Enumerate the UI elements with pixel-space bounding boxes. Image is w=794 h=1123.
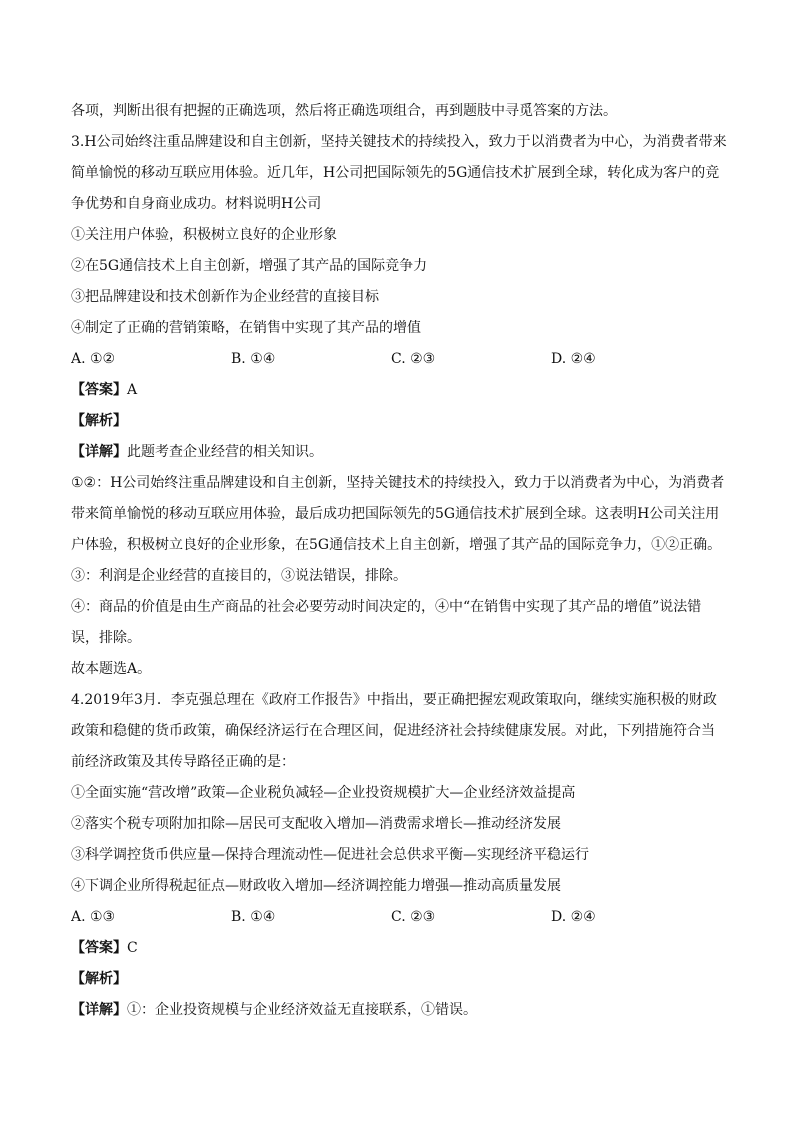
- answer-value: A: [127, 382, 138, 398]
- question-3-option-b: B. ①④: [231, 351, 276, 367]
- text-line: 各项，判断出很有把握的正确选项，然后将正确选项组合，再到题肢中寻觅答案的方法。: [71, 103, 617, 119]
- question-3-detail-line-1: ①②：H公司始终注重品牌建设和自主创新，坚持关键技术的持续投入，致力于以消费者为中心，为消费者: [71, 475, 725, 491]
- question-4-option-b: B. ①④: [231, 909, 276, 925]
- answer-label: 【答案】: [71, 940, 127, 956]
- detail-label: 【详解】: [71, 1002, 127, 1018]
- question-3-detail-line-6: 误，排除。: [71, 630, 141, 646]
- question-4-statement-3: ③科学调控货币供应量—保持合理流动性—促进社会总供求平衡—实现经济平稳运行: [71, 847, 589, 863]
- question-4-option-a: A. ①③: [71, 909, 116, 925]
- question-3-statement-1: ①关注用户体验，积极树立良好的企业形象: [71, 227, 337, 243]
- analysis-label: 【解析】: [71, 413, 127, 429]
- analysis-label: 【解析】: [71, 971, 127, 987]
- question-3-stem-line-1: 3.H公司始终注重品牌建设和自主创新，坚持关键技术的持续投入，致力于以消费者为中心，为消费者带来: [71, 134, 727, 150]
- detail-text: 此题考查企业经营的相关知识。: [127, 444, 323, 460]
- question-4-statement-2: ②落实个税专项附加扣除—居民可支配收入增加—消费需求增长—推动经济发展: [71, 816, 561, 832]
- question-3-detail-line-2: 带来简单愉悦的移动互联应用体验，最后成功把国际领先的5G通信技术扩展到全球。这表明H公司关注用: [71, 506, 720, 522]
- question-3-detail-line-5: ④：商品的价值是由生产商品的社会必要劳动时间决定的，④中“在销售中实现了其产品的增值”说法错: [71, 599, 702, 615]
- question-3-answer: [71, 375, 731, 406]
- question-3-statement-4: ④制定了正确的营销策略，在销售中实现了其产品的增值: [71, 320, 421, 336]
- question-4-option-c: C. ②③: [391, 909, 436, 925]
- question-4-statement-1: ①全面实施“营改增”政策—企业税负减轻—企业投资规模扩大—企业经济效益提高: [71, 785, 576, 801]
- question-3-detail-line-3: 户体验，积极树立良好的企业形象，在5G通信技术上自主创新，增强了其产品的国际竞争力，①②正确。: [71, 537, 722, 553]
- question-3-stem-line-3: 争优势和自身商业成功。材料说明H公司: [71, 196, 322, 212]
- question-3-option-d: D. ②④: [551, 351, 596, 367]
- question-4-options: [71, 902, 731, 933]
- question-3-statement-3: ③把品牌建设和技术创新作为企业经营的直接目标: [71, 289, 379, 305]
- question-4-answer: [71, 933, 731, 964]
- question-4-stem-line-1: 4.2019年3月．李克强总理在《政府工作报告》中指出，要正确把握宏观政策取向，继续实施积极的财政: [71, 692, 717, 708]
- question-3-stem-line-2: 简单愉悦的移动互联应用体验。近几年，H公司把国际领先的5G通信技术扩展到全球，转化成为客户的竞: [71, 165, 720, 181]
- question-4-option-d: D. ②④: [551, 909, 596, 925]
- question-3-detail: [71, 437, 731, 468]
- question-3-option-a: A. ①②: [71, 351, 116, 367]
- answer-value: C: [127, 940, 138, 956]
- document-content: [71, 96, 731, 1026]
- question-4-stem-line-3: 前经济政策及其传导路径正确的是：: [71, 754, 295, 770]
- question-3-detail-line-4: ③：利润是企业经营的直接目的，③说法错误，排除。: [71, 568, 407, 584]
- question-3-option-c: C. ②③: [391, 351, 436, 367]
- question-3-statement-2: ②在5G通信技术上自主创新，增强了其产品的国际竞争力: [71, 258, 428, 274]
- question-3-analysis: [71, 406, 731, 437]
- question-4-analysis: [71, 964, 731, 995]
- question-4-stem-line-2: 政策和稳健的货币政策，确保经济运行在合理区间，促进经济社会持续健康发展。对此，下列措施符合当: [71, 723, 715, 739]
- question-4-detail: [71, 995, 731, 1026]
- question-3-conclusion: 故本题选A。: [71, 661, 152, 677]
- detail-label: 【详解】: [71, 444, 127, 460]
- detail-text: ①：企业投资规模与企业经济效益无直接联系，①错误。: [127, 1002, 477, 1018]
- answer-label: 【答案】: [71, 382, 127, 398]
- question-3-options: [71, 344, 731, 375]
- question-4-statement-4: ④下调企业所得税起征点—财政收入增加—经济调控能力增强—推动高质量发展: [71, 878, 561, 894]
